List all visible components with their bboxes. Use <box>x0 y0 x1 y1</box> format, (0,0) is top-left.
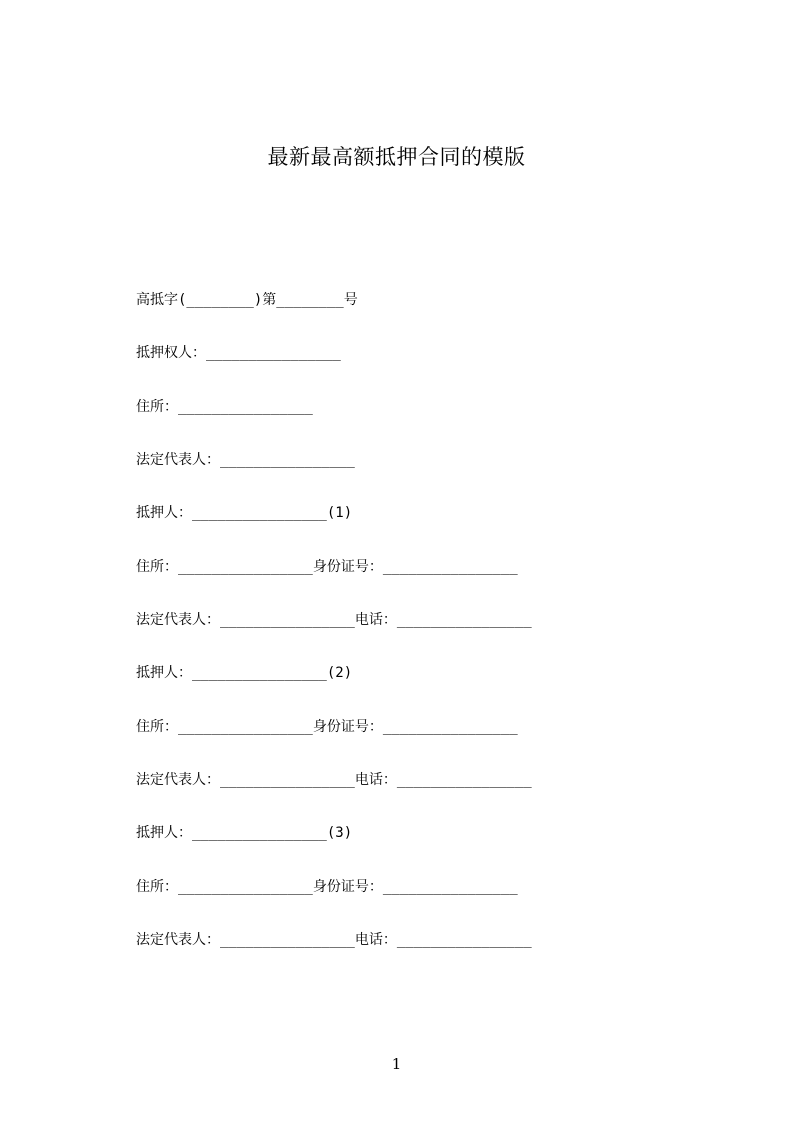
mortgagor-2-legal-rep-phone-line: 法定代表人：________________电话：________________ <box>136 772 532 788</box>
mortgagor-2-address-id-line: 住所：________________身份证号：________________ <box>136 719 518 735</box>
mortgagee-legal-rep-line: 法定代表人：________________ <box>136 452 355 468</box>
document-title: 最新最高额抵押合同的模版 <box>267 145 526 169</box>
page-number: 1 <box>391 1055 402 1073</box>
mortgagor-1-address-id-line: 住所：________________身份证号：________________ <box>136 559 518 575</box>
mortgagor-3-legal-rep-phone-line: 法定代表人：________________电话：________________ <box>136 932 532 948</box>
mortgagor-1-line: 抵押人：________________(1) <box>136 505 353 521</box>
mortgagor-3-line: 抵押人：________________(3) <box>136 825 353 841</box>
mortgagee-address-line: 住所：________________ <box>136 399 313 415</box>
mortgagor-3-address-id-line: 住所：________________身份证号：________________ <box>136 879 518 895</box>
mortgagee-line: 抵押权人：________________ <box>136 345 341 361</box>
contract-number-line: 高抵字(________)第________号 <box>136 292 358 308</box>
mortgagor-1-legal-rep-phone-line: 法定代表人：________________电话：________________ <box>136 612 532 628</box>
mortgagor-2-line: 抵押人：________________(2) <box>136 665 353 681</box>
